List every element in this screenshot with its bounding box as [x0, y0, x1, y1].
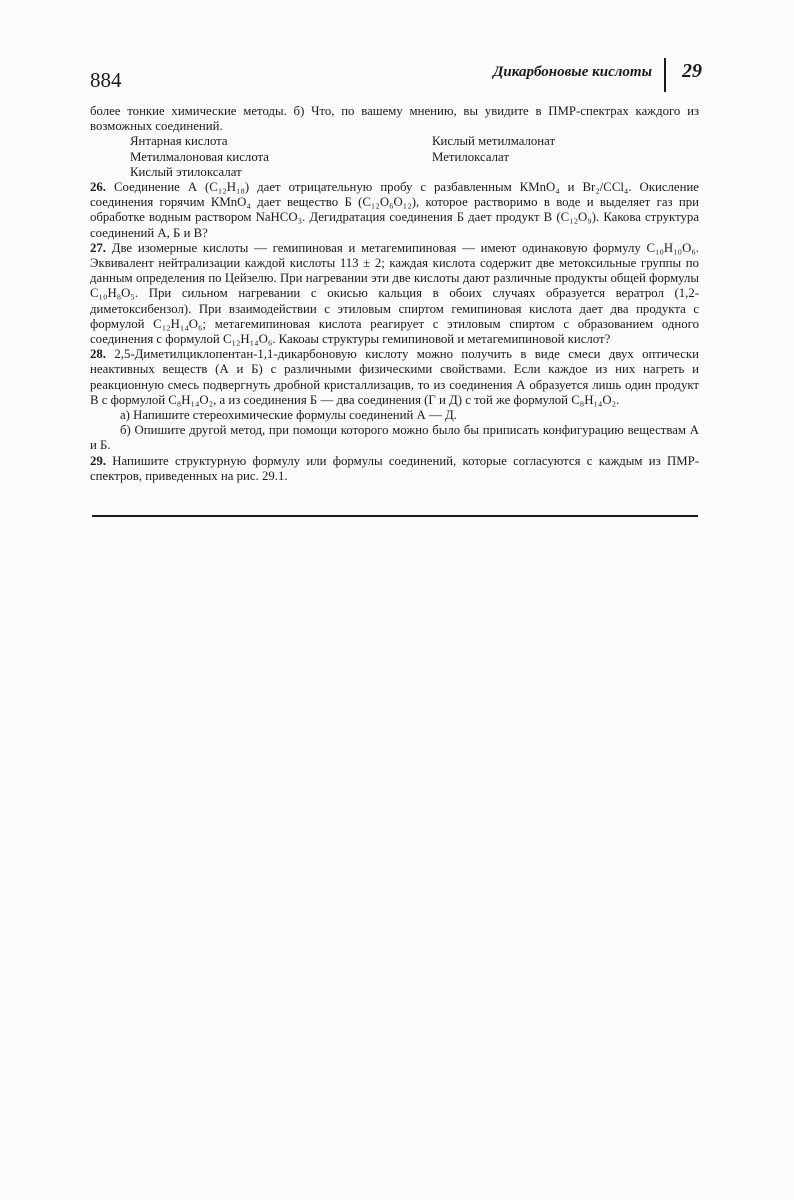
compound-item: Метилоксалат — [432, 149, 509, 164]
problem-text: Напишите структурную формулу или формулы соединений, которые согласуются с каждым из ПМР-спектров, приведенных на рис. 29.1. — [90, 453, 699, 483]
compound-item: Янтарная кислота — [130, 134, 228, 149]
compound-item: Метилмалоновая кислота — [130, 149, 269, 164]
section-divider — [92, 515, 698, 517]
problem-number: 29. — [90, 453, 106, 468]
compound-list — [130, 134, 699, 180]
problem-27 — [90, 241, 699, 347]
problem-text: Две изомерные кислоты — гемипиновая и метагемипиновая — имеют одинаковую формулу C₁₀H₁₀O₆. Эквивалент нейтрализации каждой кислоты 113 ± 2; каждая кислота содержит две метоксильные группы по данным определения по Цейзелю. При нагревании эти две кислоты дают различные продукты общей формулы C₁₀H₈O₅. При сильном нагревании с окисью кальция в обоих случаях образуется вератрол (1,2-диметоксибензол). При взаимодействии с этиловым спиртом гемипиновая кислота дает два продукта с формулой C₁₂H₁₄O₆; метагемипиновая кислота реагирует с этиловым спиртом с образованием одного соединения с формулой C₁₂H₁₄O₆. Какоаы структуры гемипиновой и метагемипиновой кислот? — [90, 240, 699, 347]
chapter-number: 29 — [682, 60, 702, 82]
compound-item: Кислый этилоксалат — [130, 164, 242, 179]
problem-text: 2,5-Диметилциклопентан-1,1-дикарбоновую кислоту можно получить в виде смеси двух оптически неактивных веществ (А и Б) с различными физическими свойствами. Если каждое из них нагреть и реакционную смесь подвергнуть дробной кристаллизацив, то из соединения А образуется лишь один продукт В с формулой C₈H₁₄O₂, а из соединения Б — два соединения (Г и Д) с той же формулой C₈H₁₄O₂. — [90, 347, 699, 407]
problem-28 — [90, 347, 699, 408]
problem-number: 28. — [90, 347, 106, 362]
header-divider — [664, 58, 666, 92]
problem-number: 27. — [90, 240, 106, 255]
problem-26 — [90, 180, 699, 241]
page-body — [90, 104, 699, 484]
page-number: 884 — [90, 68, 122, 92]
compound-item: Кислый метилмалонат — [432, 134, 556, 149]
running-title: Дикарбоновые кислоты — [493, 64, 652, 80]
problem-28-part-b: б) Опишите другой метод, при помощи которого можно было бы приписать конфигурацию веществам А и Б. — [90, 423, 699, 453]
problem-number: 26. — [90, 180, 106, 195]
page-header — [90, 58, 702, 96]
problem-text: Соединение А (C₁₂H₁₈) дает отрицательную пробу с разбавленным КMnO₄ и Br₂/CCl₄. Окисление соединения горячим КMnO₄ дает вещество Б (C₁₂O₆O₁₂), которое растворимо в воде и выделяет газ при обработке водным раствором NaHCO₃. Дегидратация соединения Б дает продукт В (C₁₂O₉). Какова структура соединений А, Б и В? — [90, 180, 699, 240]
problem-28-part-a: а) Напишите стереохимические формулы соединений А — Д. — [120, 408, 457, 423]
intro-paragraph: более тонкие химические методы. б) Что, по вашему мнению, вы увидите в ПМР-спектрах каждого из возможных соединений. — [90, 104, 699, 134]
problem-29 — [90, 454, 699, 484]
